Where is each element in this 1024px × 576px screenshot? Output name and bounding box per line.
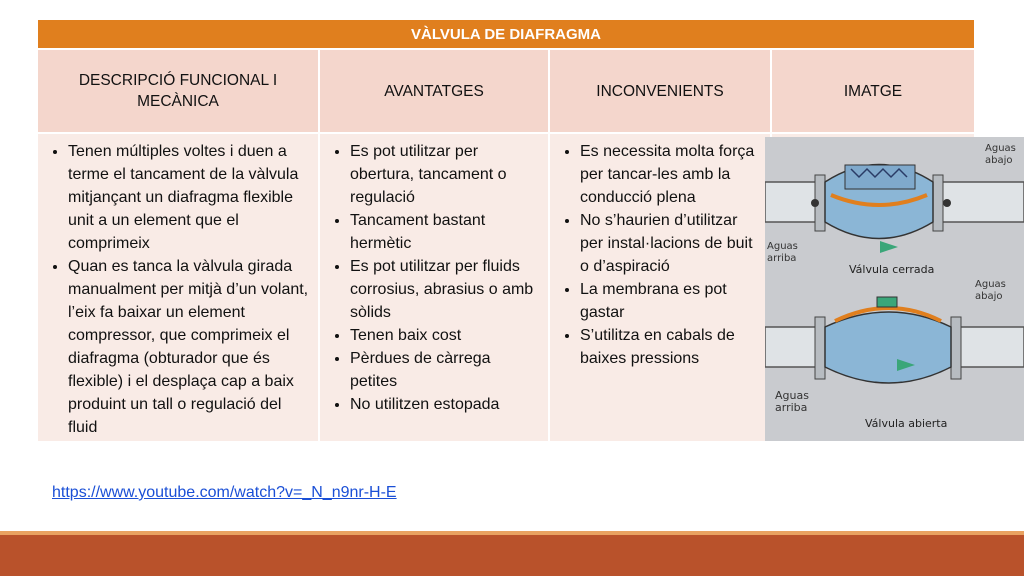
cell-descripcio (38, 134, 320, 441)
list-item: • Es pot utilitzar per obertura, tancament o regulació (350, 140, 542, 209)
table-header-row (38, 50, 974, 132)
list-item: • Tenen múltiples voltes i duen a terme el tancament de la vàlvula mitjançant un diafragma flexible unit a un element que el comprimeix (68, 140, 312, 255)
list-item: • Pèrdues de càrrega petites (350, 347, 542, 393)
valve-illustration (765, 137, 1024, 441)
list-item: • Es pot utilitzar per fluids corrosius, abrasius o amb sòlids (350, 255, 542, 324)
header-inconvenients: INCONVENIENTS (550, 50, 772, 132)
bottom-downstream-label: Aguas abajo (975, 279, 1006, 302)
table-title (38, 20, 974, 48)
top-caption: Válvula cerrada (849, 263, 935, 276)
footer-bar (0, 535, 1024, 576)
list-item: • No utilitzen estopada (350, 393, 542, 416)
list-item: • Tenen baix cost (350, 324, 542, 347)
valve-open-drawing (765, 279, 1024, 430)
bottom-caption: Válvula abierta (865, 417, 948, 430)
table-title-text: VÀLVULA DE DIAFRAGMA (411, 25, 601, 43)
bottom-upstream-label: Aguas arriba (775, 389, 809, 414)
list-item: • Es necessita molta força per tancar-les amb la conducció plena (580, 140, 764, 209)
top-upstream-label: Aguas arriba (767, 241, 798, 264)
header-avantatges: AVANTATGES (320, 50, 550, 132)
top-downstream-label: Aguas abajo (985, 143, 1016, 166)
youtube-link[interactable]: https://www.youtube.com/watch?v=_N_n9nr-H-E (52, 484, 397, 501)
descripcio-list (38, 140, 318, 439)
list-item: • Quan es tanca la vàlvula girada manualment per mitjà d’un volant, l’eix fa baixar un element compressor, que comprimeix el diafragma (obturador que és flexible) i el desplaça cap a baix produint un tall o regulació del fluid (68, 255, 312, 439)
list-item: • S’utilitza en cabals de baixes pressions (580, 324, 764, 370)
list-item: • Tancament bastant hermètic (350, 209, 542, 255)
inconvenients-list (550, 140, 770, 370)
list-item: • La membrana es pot gastar (580, 278, 764, 324)
cell-avantatges (320, 134, 550, 441)
valve-diagram-svg (765, 137, 1024, 441)
list-item: • No s’haurien d’utilitzar per instal·lacions de buit o d’aspiració (580, 209, 764, 278)
header-descripcio: DESCRIPCIÓ FUNCIONAL I MECÀNICA (38, 50, 320, 132)
header-imatge: IMATGE (772, 50, 974, 132)
valve-closed-drawing (765, 143, 1024, 276)
avantatges-list (320, 140, 548, 416)
cell-inconvenients (550, 134, 772, 441)
